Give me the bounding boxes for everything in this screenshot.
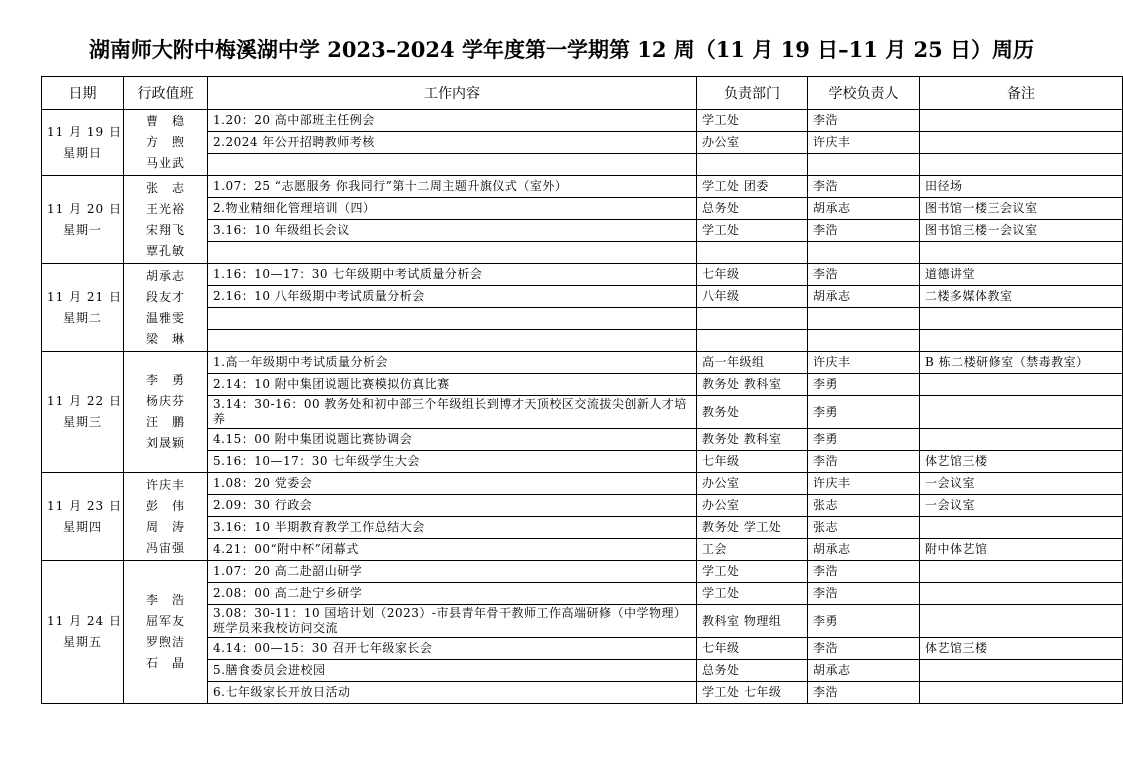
department-cell: 教务处 教科室 [697,429,808,451]
duty-staff-name: 罗煦洁 [145,635,185,649]
table-row [42,264,1123,286]
note-cell [920,110,1123,132]
department-cell [697,154,808,176]
department-cell: 八年级 [697,286,808,308]
note-cell [920,605,1123,638]
leader-cell [808,330,920,352]
department-cell: 办公室 [697,132,808,154]
duty-staff-name: 曹 稳 [145,114,185,128]
leader-cell: 胡承志 [808,539,920,561]
note-cell [920,682,1123,704]
leader-cell: 李勇 [808,374,920,396]
work-content-cell [208,242,697,264]
work-content-cell [208,154,697,176]
note-cell [920,374,1123,396]
date-label: 11 月 23 日 [47,498,122,513]
department-cell: 工会 [697,539,808,561]
note-cell: 体艺馆三楼 [920,451,1123,473]
department-cell: 办公室 [697,495,808,517]
work-content-cell: 3.08：30-11：10 国培计划（2023）-市县青年骨干教师工作高端研修（中学物理）班学员来我校访问交流 [208,605,697,638]
leader-cell: 李浩 [808,451,920,473]
date-label: 11 月 19 日 [47,124,122,139]
department-cell: 总务处 [697,660,808,682]
work-content-cell: 3.14：30-16：00 教务处和初中部三个年级组长到博才天顶校区交流拔尖创新人才培养 [208,396,697,429]
leader-cell: 胡承志 [808,198,920,220]
leader-cell: 李浩 [808,220,920,242]
leader-cell: 张志 [808,495,920,517]
duty-staff-name: 冯宙强 [145,540,185,555]
work-content-cell: 1.08：20 党委会 [208,473,697,495]
leader-cell: 李浩 [808,682,920,704]
duty-staff-name: 屈军友 [145,614,185,628]
header-content: 工作内容 [208,77,697,110]
leader-cell: 李浩 [808,561,920,583]
note-cell [920,660,1123,682]
note-cell: 二楼多媒体教室 [920,286,1123,308]
schedule-body [42,110,1123,704]
department-cell: 学工处 七年级 [697,682,808,704]
header-dept: 负责部门 [697,77,808,110]
table-row [42,110,1123,132]
duty-staff-name: 梁 琳 [145,331,185,346]
work-content-cell: 1.20：20 高中部班主任例会 [208,110,697,132]
department-cell: 教务处 教科室 [697,374,808,396]
note-cell: 田径场 [920,176,1123,198]
date-cell [42,176,124,264]
leader-cell: 李勇 [808,605,920,638]
leader-cell [808,242,920,264]
table-row [42,176,1123,198]
department-cell: 七年级 [697,264,808,286]
department-cell: 教务处 学工处 [697,517,808,539]
leader-cell: 胡承志 [808,286,920,308]
note-cell [920,308,1123,330]
work-content-cell: 2.2024 年公开招聘教师考核 [208,132,697,154]
leader-cell: 李勇 [808,429,920,451]
leader-cell: 李浩 [808,176,920,198]
duty-staff-name: 李 勇 [145,373,185,387]
duty-staff-name: 张 志 [145,180,185,195]
note-cell [920,330,1123,352]
leader-cell: 张志 [808,517,920,539]
department-cell [697,242,808,264]
note-cell: 附中体艺馆 [920,539,1123,561]
work-content-cell: 6.七年级家长开放日活动 [208,682,697,704]
work-content-cell: 1.07：25 “志愿服务 你我同行”第十二周主题升旗仪式（室外） [208,176,697,198]
note-cell: 图书馆三楼一会议室 [920,220,1123,242]
note-cell [920,132,1123,154]
note-cell [920,154,1123,176]
date-cell [42,561,124,704]
weekday-label: 星期四 [62,519,102,534]
work-content-cell [208,308,697,330]
date-label: 11 月 21 日 [47,289,122,304]
department-cell: 七年级 [697,638,808,660]
department-cell [697,330,808,352]
work-content-cell: 2.08：00 高二赴宁乡研学 [208,583,697,605]
work-content-cell: 5.膳食委员会进校园 [208,660,697,682]
note-cell [920,396,1123,429]
header-date: 日期 [42,77,124,110]
duty-staff-cell [124,110,208,176]
note-cell [920,242,1123,264]
duty-staff-name: 杨庆芬 [145,394,185,408]
work-content-cell: 5.16：10—17：30 七年级学生大会 [208,451,697,473]
duty-staff-name: 彭 伟 [145,498,185,513]
duty-staff-cell [124,561,208,704]
note-cell: 一会议室 [920,473,1123,495]
date-label: 11 月 20 日 [47,201,122,216]
duty-staff-name: 方 煦 [145,135,185,149]
work-content-cell: 2.物业精细化管理培训（四） [208,198,697,220]
work-content-cell: 2.14：10 附中集团说题比赛模拟仿真比赛 [208,374,697,396]
header-note: 备注 [920,77,1123,110]
work-content-cell: 2.09：30 行政会 [208,495,697,517]
duty-staff-name: 汪 鹏 [145,415,185,429]
note-cell: B 栋二楼研修室（禁毒教室） [920,352,1123,374]
leader-cell: 李浩 [808,583,920,605]
weekday-label: 星期一 [62,222,102,237]
note-cell [920,517,1123,539]
duty-staff-name: 覃孔敏 [145,243,185,258]
duty-staff-name: 段友才 [145,289,185,304]
header-row [42,77,1123,110]
work-content-cell: 4.21：00“附中杯”闭幕式 [208,539,697,561]
header-duty: 行政值班 [124,77,208,110]
work-content-cell [208,330,697,352]
work-content-cell: 3.16：10 年级组长会议 [208,220,697,242]
department-cell: 办公室 [697,473,808,495]
department-cell: 总务处 [697,198,808,220]
work-content-cell: 1.16：10—17：30 七年级期中考试质量分析会 [208,264,697,286]
department-cell: 教务处 [697,396,808,429]
department-cell: 七年级 [697,451,808,473]
duty-staff-name: 马业武 [145,156,185,170]
date-cell [42,352,124,473]
duty-staff-name: 周 涛 [145,519,185,534]
leader-cell: 李浩 [808,638,920,660]
note-cell: 一会议室 [920,495,1123,517]
leader-cell: 胡承志 [808,660,920,682]
page-title: 湖南师大附中梅溪湖中学 2023–2024 学年度第一学期第 12 周（11 月 19 日–11 月 25 日）周历 [88,37,1035,62]
work-content-cell: 3.16：10 半期教育教学工作总结大会 [208,517,697,539]
date-label: 11 月 24 日 [47,614,122,628]
note-cell: 体艺馆三楼 [920,638,1123,660]
duty-staff-name: 石 晶 [145,656,185,670]
date-label: 11 月 22 日 [47,394,122,408]
duty-staff-name: 王光裕 [145,201,185,216]
leader-cell: 许庆丰 [808,352,920,374]
note-cell [920,583,1123,605]
department-cell: 教科室 物理组 [697,605,808,638]
work-content-cell: 4.14：00—15：30 召开七年级家长会 [208,638,697,660]
weekday-label: 星期三 [62,415,102,429]
leader-cell: 许庆丰 [808,473,920,495]
leader-cell: 李浩 [808,110,920,132]
department-cell: 学工处 [697,583,808,605]
table-row [42,352,1123,374]
leader-cell: 李浩 [808,264,920,286]
duty-staff-name: 宋翔飞 [145,222,185,237]
duty-staff-name: 胡承志 [145,268,185,283]
leader-cell [808,308,920,330]
duty-staff-cell [124,352,208,473]
work-content-cell: 2.16：10 八年级期中考试质量分析会 [208,286,697,308]
table-row [42,561,1123,583]
duty-staff-name: 许庆丰 [145,477,185,492]
department-cell: 学工处 [697,220,808,242]
department-cell: 学工处 团委 [697,176,808,198]
department-cell: 学工处 [697,110,808,132]
work-content-cell: 4.15：00 附中集团说题比赛协调会 [208,429,697,451]
date-cell [42,110,124,176]
weekday-label: 星期二 [62,310,102,325]
work-content-cell: 1.高一年级期中考试质量分析会 [208,352,697,374]
work-content-cell: 1.07：20 高二赴韶山研学 [208,561,697,583]
duty-staff-cell [124,176,208,264]
weekday-label: 星期日 [62,145,102,160]
department-cell: 高一年级组 [697,352,808,374]
department-cell: 学工处 [697,561,808,583]
duty-staff-name: 温雅雯 [145,310,185,325]
date-cell [42,264,124,352]
note-cell: 道德讲堂 [920,264,1123,286]
header-leader: 学校负责人 [808,77,920,110]
leader-cell: 许庆丰 [808,132,920,154]
duty-staff-cell [124,264,208,352]
note-cell [920,561,1123,583]
weekday-label: 星期五 [62,635,102,649]
duty-staff-cell [124,473,208,561]
table-row [42,473,1123,495]
leader-cell: 李勇 [808,396,920,429]
date-cell [42,473,124,561]
duty-staff-name: 刘晟颖 [145,436,185,450]
department-cell [697,308,808,330]
duty-staff-name: 李 浩 [145,593,185,607]
note-cell [920,429,1123,451]
note-cell: 图书馆一楼三会议室 [920,198,1123,220]
schedule-table [41,76,1123,704]
leader-cell [808,154,920,176]
